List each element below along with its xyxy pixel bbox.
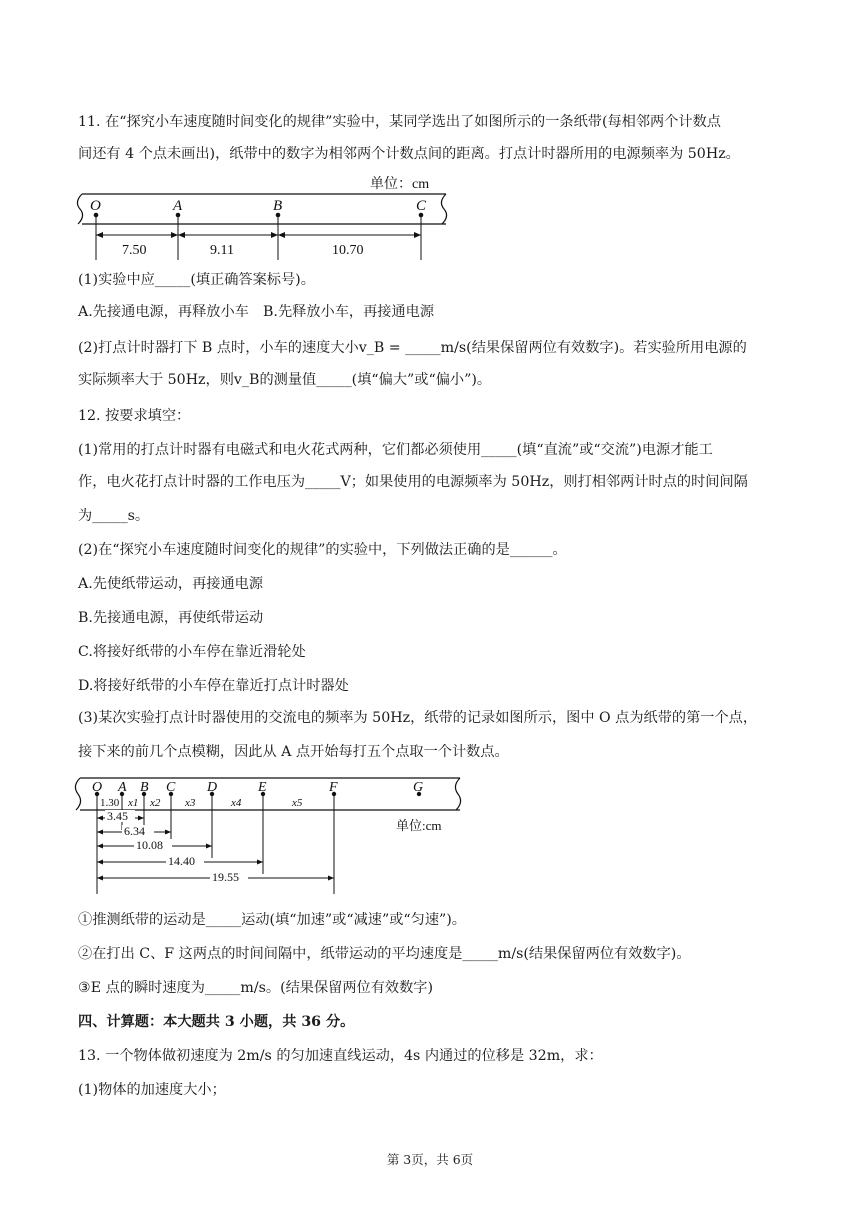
tape2-point-E <box>257 780 267 796</box>
q12-s1-line-3: 为_____s。 <box>78 508 150 524</box>
tape1-point-B <box>273 198 282 217</box>
tape2-seg-x1: x1 <box>128 797 139 809</box>
tape1-point-C <box>416 198 427 217</box>
tape2-point-A <box>117 780 127 796</box>
q13-line-1: 13. 一个物体做初速度为 2m/s 的匀加速直线运动，4s 内通过的位移是 32m，求： <box>78 1048 603 1064</box>
q12-s3-line-1: (3)某次实验打点计时器使用的交流电的频率为 50Hz，纸带的记录如图所示，图中 O 点为纸带的第一个点， <box>78 710 758 726</box>
q12-s1-line-2: 作，电火花打点计时器的工作电压为_____V；如果使用的电源频率为 50Hz，则打相邻两计时点的时间间隔 <box>78 474 748 490</box>
tape2-cum-3: 10.08 <box>136 838 163 852</box>
tape2-point-F <box>328 780 338 796</box>
q11-sub2-line-2: 实际频率大于 50Hz，则v_B的测量值_____(填“偏大”或“偏小”)。 <box>78 372 492 388</box>
tape1-unit-label: 单位：cm <box>370 177 430 192</box>
q11-text-line-2: 间还有 4 个点未画出)，纸带中的数字为相邻两个计数点间的距离。打点计时器所用的电源频率为 50Hz。 <box>78 146 740 162</box>
tape2-cum-2: 6.34 <box>124 824 145 838</box>
tape2-seg-x2: x2 <box>150 797 161 809</box>
svg-text:A: A <box>118 780 127 795</box>
svg-text:E: E <box>258 780 267 795</box>
tape1-dist-OA: 7.50 <box>122 243 147 258</box>
svg-text:B: B <box>140 780 149 795</box>
svg-text:G: G <box>413 780 424 795</box>
q11-text-line-1: 11. 在“探究小车速度随时间变化的规律”实验中，某同学选出了如图所示的一条纸带(每相邻两个计数点 <box>78 114 721 130</box>
svg-text:F: F <box>329 780 338 795</box>
tape2-point-G <box>413 780 423 796</box>
tape1-dist-BC: 10.70 <box>332 243 364 258</box>
tape2-point-C <box>166 780 176 796</box>
tape-figure-2 <box>72 772 468 896</box>
tape2-point-B <box>140 780 149 796</box>
svg-text:C: C <box>416 198 427 214</box>
section4-heading: 四、计算题：本大题共 3 小题，共 36 分。 <box>78 1014 355 1030</box>
q12-s3-line-2: 接下来的前几个点模糊，因此从 A 点开始每打五个点取一个计数点。 <box>78 744 509 760</box>
svg-text:B: B <box>273 198 283 214</box>
tape2-first-gap: 1.30 <box>100 797 120 809</box>
svg-text:O: O <box>92 780 103 795</box>
tape2-point-O <box>92 780 102 796</box>
tape2-seg-x3: x3 <box>185 797 196 809</box>
q11-sub1: (1)实验中应_____(填正确答案标号)。 <box>78 272 315 288</box>
tape2-seg-x4: x4 <box>231 797 242 809</box>
tape2-seg-x5: x5 <box>292 797 303 809</box>
q12-s2: (2)在“探究小车速度随时间变化的规律”的实验中，下列做法正确的是______。 <box>78 542 567 558</box>
q11-sub2-line-1: (2)打点计时器打下 B 点时，小车的速度大小v_B = _____m/s(结果保留两位有效数字)。若实验所用电源的 <box>78 340 747 356</box>
tape1-point-O <box>90 198 101 217</box>
tape2-cum-1: 3.45 <box>107 809 128 823</box>
tape2-cum-5: 19.55 <box>212 870 239 884</box>
svg-text:D: D <box>207 780 218 795</box>
q12-option-d: D.将接好纸带的小车停在靠近打点计时器处 <box>78 678 349 694</box>
q12-title: 12. 按要求填空： <box>78 408 191 424</box>
tape2-unit-label: 单位:cm <box>396 818 442 833</box>
tape1-point-A <box>172 198 183 217</box>
q12-c3: ③E 点的瞬时速度为_____m/s。(结果保留两位有效数字) <box>78 980 434 996</box>
q12-c1: ①推测纸带的运动是_____运动(填“加速”或“减速”或“匀速”)。 <box>78 912 466 928</box>
q12-option-a: A.先使纸带运动，再接通电源 <box>78 576 264 592</box>
svg-text:C: C <box>166 780 176 795</box>
page-footer: 第 3页，共 6页 <box>386 1152 474 1167</box>
q11-sub1-options: A.先接通电源，再释放小车 B.先释放小车，再接通电源 <box>78 304 435 320</box>
tape2-cum-4: 14.40 <box>168 854 195 868</box>
q12-option-b: B.先接通电源，再使纸带运动 <box>78 610 264 626</box>
q12-option-c: C.将接好纸带的小车停在靠近滑轮处 <box>78 644 306 660</box>
svg-text:O: O <box>90 198 101 214</box>
q12-s1-line-1: (1)常用的打点计时器有电磁式和电火花式两种，它们都必须使用_____(填“直流”或“交流”)电源才能工 <box>78 442 713 458</box>
q13-sub1: (1)物体的加速度大小； <box>78 1082 226 1098</box>
tape-figure-1 <box>74 172 454 262</box>
tape1-dist-AB: 9.11 <box>210 243 234 258</box>
q12-c2: ②在打出 C、F 这两点的时间间隔中，纸带运动的平均速度是_____m/s(结果保留两位有效数字)。 <box>78 946 691 962</box>
tape2-point-D <box>206 780 217 796</box>
svg-text:A: A <box>173 198 183 214</box>
